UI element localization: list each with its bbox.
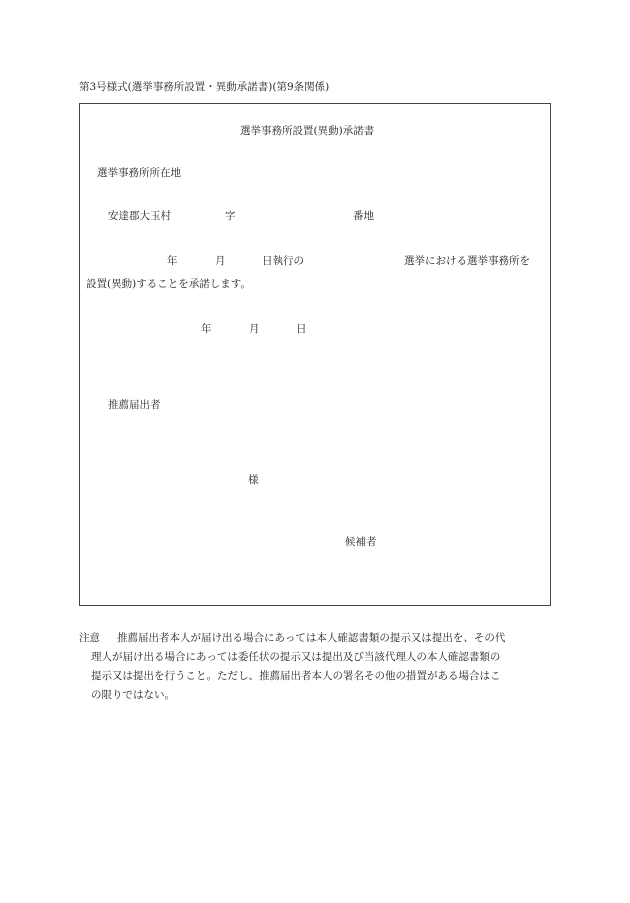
statement-line2: 設置(異動)することを承諾します。 <box>86 278 251 290</box>
date-day: 日 <box>296 323 307 335</box>
note-block <box>79 629 551 705</box>
form-title: 選挙事務所設置(異動)承諾書 <box>240 125 375 137</box>
statement-election-suffix: 選挙における選挙事務所を <box>404 255 530 267</box>
note-line-2: 理人が届け出る場合にあっては委任状の提示又は提出及び当該代理人の本人確認書類の <box>91 651 501 663</box>
note-line-3: 提示又は提出を行うこと。ただし、推薦届出者本人の署名その他の措置がある場合はこ <box>91 670 501 682</box>
statement-day-executed: 日執行の <box>262 255 304 267</box>
office-location-label: 選挙事務所所在地 <box>97 167 181 179</box>
statement-year: 年 <box>167 255 178 267</box>
date-year: 年 <box>201 323 212 335</box>
note-line-1: 推薦届出者本人が届け出る場合にあっては本人確認書類の提示又は提出を、その代 <box>117 632 506 644</box>
recommender-label: 推薦届出者 <box>108 399 161 411</box>
statement-month: 月 <box>215 255 226 267</box>
date-month: 月 <box>249 323 260 335</box>
address-district: 安達郡大玉村 <box>108 210 171 222</box>
note-label: 注意 <box>79 632 100 644</box>
candidate-label: 候補者 <box>345 536 377 548</box>
note-line-4: の限りではない。 <box>91 689 175 701</box>
address-aza: 字 <box>225 210 236 222</box>
address-banchi: 番地 <box>353 210 374 222</box>
form-header: 第3号様式(選挙事務所設置・異動承諾書)(第9条関係) <box>79 81 330 93</box>
honorific-sama: 様 <box>248 474 259 486</box>
